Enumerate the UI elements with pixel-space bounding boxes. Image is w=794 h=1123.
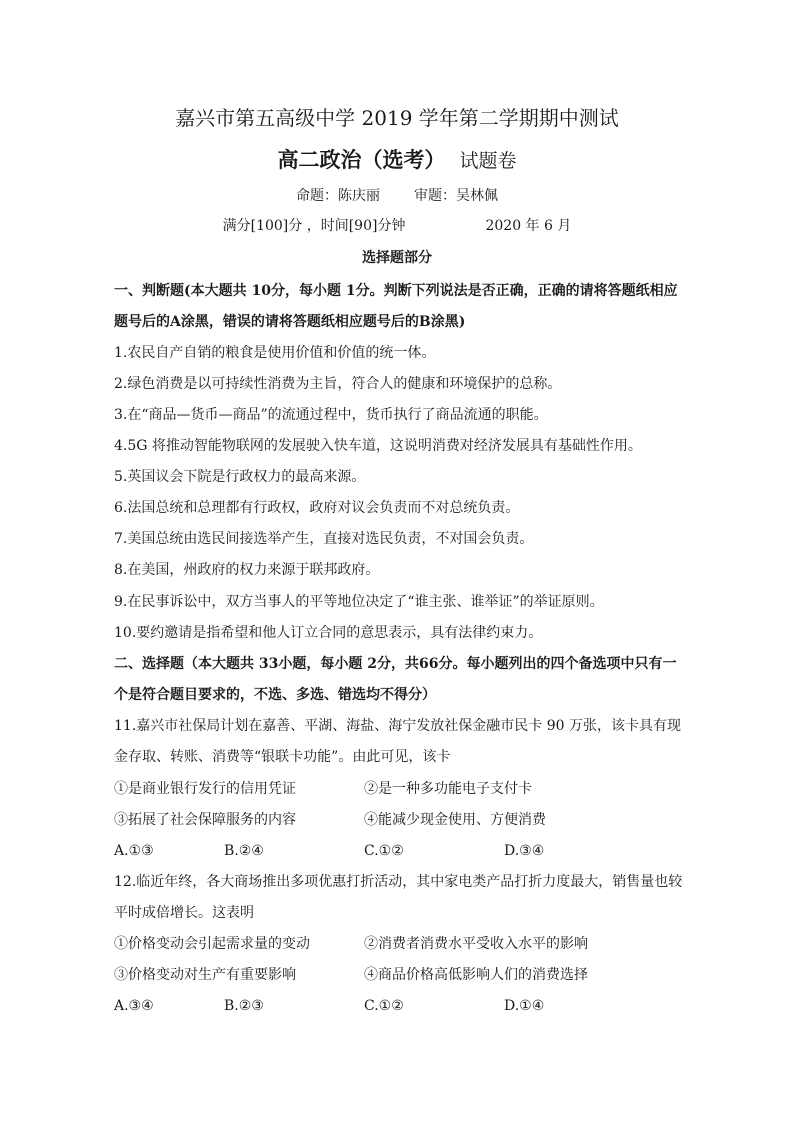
- question-item: 7.美国总统由选民间接选举产生，直接对选民负责，不对国会负责。: [114, 531, 534, 547]
- q11-statement-3: ③拓展了社会保障服务的内容: [114, 812, 296, 828]
- setter: 命题：陈庆丽: [296, 188, 380, 204]
- question-item: 8.在美国，州政府的权力来源于联邦政府。: [114, 562, 380, 578]
- question-item: 10.要约邀请是指希望和他人订立合同的意思表示，具有法律约束力。: [114, 625, 543, 641]
- q12-statement-2: ②消费者消费水平受收入水平的影响: [364, 936, 588, 952]
- reviewer: 审题：吴林佩: [414, 188, 498, 204]
- q12-statement-4: ④商品价格高低影响人们的消费选择: [364, 967, 588, 983]
- question-item: 6.法国总统和总理都有行政权，政府对议会负责而不对总统负责。: [114, 500, 520, 516]
- q11-option-d: D.③④: [504, 843, 545, 859]
- q11-option-c: C.①②: [364, 843, 404, 859]
- paper-type: 试题卷: [459, 150, 517, 172]
- q12-option-b: B.②③: [224, 998, 264, 1014]
- q11-option-b: B.②④: [224, 843, 264, 859]
- q11-stem-line1: 11.嘉兴市社保局计划在嘉善、平湖、海盐、海宁发放社保金融市民卡 90 万张，该卡具有现: [114, 718, 681, 734]
- exam-subtitle: [0, 146, 794, 175]
- q11-stem-line2: 金存取、转账、消费等“银联卡功能”。由此可见，该卡: [114, 749, 451, 765]
- question-item: 5.英国议会下院是行政权力的最高来源。: [114, 469, 366, 485]
- q12-option-a: A.③④: [114, 998, 154, 1014]
- q12-statement-3: ③价格变动对生产有重要影响: [114, 967, 296, 983]
- question-item: 2.绿色消费是以可持续性消费为主旨，符合人的健康和环境保护的总称。: [114, 376, 562, 392]
- question-item: 4.5G 将推动智能物联网的发展驶入快车道，这说明消费对经济发展具有基础性作用。: [114, 438, 642, 454]
- q12-stem-line1: 12.临近年终，各大商场推出多项优惠打折活动，其中家电类产品打折力度最大，销售量也较: [114, 874, 683, 890]
- section-title: 选择题部分: [362, 250, 432, 266]
- score-time: 满分[100]分 ，时间[90]分钟: [222, 218, 406, 234]
- part2-heading-line1: 二、选择题（本大题共 33小题，每小题 2分，共66分。每小题列出的四个备选项中只有一: [114, 656, 677, 672]
- question-item: 9.在民事诉讼中，双方当事人的平等地位决定了“谁主张、谁举证”的举证原则。: [114, 594, 604, 610]
- part2-heading-line2: 个是符合题目要求的，不选、多选、错选均不得分）: [114, 687, 436, 703]
- question-item: 1.农民自产自销的粮食是使用价值和价值的统一体。: [114, 345, 436, 361]
- authors-line: [0, 186, 794, 206]
- exam-date: 2020 年 6 月: [485, 218, 572, 234]
- subject-name: 高二政治（选考）: [277, 147, 446, 172]
- q12-stem-line2: 平时成倍增长。这表明: [114, 905, 254, 921]
- q12-option-c: C.①②: [364, 998, 404, 1014]
- q12-option-d: D.①④: [504, 998, 545, 1014]
- exam-title: 嘉兴市第五高级中学 2019 学年第二学期期中测试: [175, 106, 619, 130]
- part1-heading-line1: 一、判断题(本大题共 10分，每小题 1分。判断下列说法是否正确，正确的请将答题纸相应: [114, 283, 678, 299]
- q11-statement-4: ④能减少现金使用、方便消费: [364, 812, 546, 828]
- q11-option-a: A.①③: [114, 843, 154, 859]
- q11-statement-2: ②是一种多功能电子支付卡: [364, 781, 532, 797]
- q11-statement-1: ①是商业银行发行的信用凭证: [114, 781, 296, 797]
- score-time-line: [0, 216, 794, 236]
- question-item: 3.在“商品—货币—商品”的流通过程中，货币执行了商品流通的职能。: [114, 407, 548, 423]
- part1-heading-line2: 题号后的A涂黑，错误的请将答题纸相应题号后的B涂黑): [114, 314, 466, 330]
- q12-statement-1: ①价格变动会引起需求量的变动: [114, 936, 310, 952]
